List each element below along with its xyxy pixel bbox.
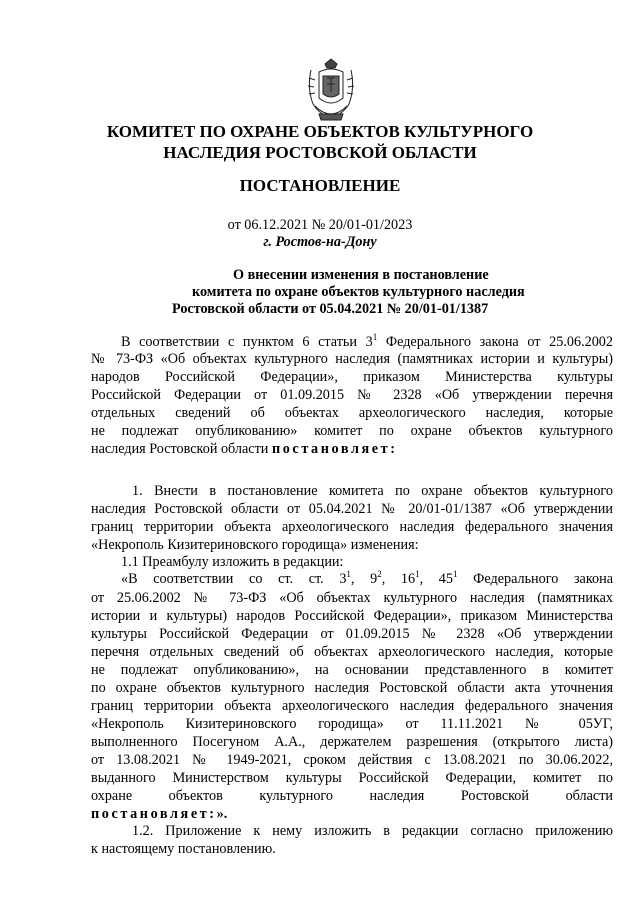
- quote-line: культуры Российской Федерации от 01.09.2015 № 2328 «Об утверждении: [91, 626, 613, 642]
- item12-line: к настоящему постановлению.: [91, 841, 276, 857]
- quote-line: постановляет:».: [91, 806, 228, 822]
- resolves-word: постановляет:: [271, 441, 398, 457]
- quote-line: по охране объектов культурного наследия Ростовской области акта уточнения: [91, 680, 613, 696]
- quote-line: от 25.06.2002 № 73-ФЗ «Об объектах культурного наследия (памятниках: [91, 590, 613, 606]
- item1-line: «Некрополь Кизитериновского городища» изменения:: [91, 537, 419, 553]
- preamble-line: № 73-ФЗ «Об объектах культурного наследия (памятниках истории и культуры): [91, 351, 613, 367]
- quote-line: «В соответствии со ст. ст. $3^1$, $9^2$, $16^1$, $45^1$ Федерального закона: [121, 569, 614, 587]
- quote-line: не подлежат опубликованию», на основании представленного в комитет: [91, 662, 613, 678]
- preamble-line: В соответствии с пунктом 6 статьи $3^1$ Федерального закона от 25.06.2002: [121, 332, 613, 350]
- quote-line: перечня отдельных сведений об объектах археологического наследия, которые: [91, 644, 613, 660]
- preamble-line: наследия Ростовской области постановляет:: [91, 441, 398, 457]
- item1-line: наследия Ростовской области от 05.04.2021 № 20/01-01/1387 «Об утверждении: [91, 501, 613, 517]
- document-date-number: от 06.12.2021 № 20/01-01/2023: [227, 217, 413, 233]
- quote-line: границ территории объекта археологического наследия федерального значения: [91, 698, 613, 714]
- quote-line: выданного Министерством культуры Российской Федерации, комитет по: [91, 770, 613, 786]
- preamble-line: отдельных сведений об объектах археологического наследия, которые: [91, 405, 613, 421]
- item1-line: 1. Внести в постановление комитета по охране объектов культурного: [132, 483, 613, 499]
- quote-line: «Некрополь Кизитериновского городища» от 11.11.2021 № 05УГ,: [91, 716, 613, 732]
- item12-line: 1.2. Приложение к нему изложить в редакции согласно приложению: [132, 823, 613, 839]
- item1-line: границ территории объекта археологического наследия федерального значения: [91, 519, 613, 535]
- quote-line: истории и культуры) народов Российской Федерации», приказом Министерства: [91, 608, 613, 624]
- subject-line1: О внесении изменения в постановление: [233, 267, 489, 283]
- quote-line: выполненного Посегуном А.А., держателем разрешения (открытого листа): [91, 734, 613, 750]
- item1-line: 1.1 Преамбулу изложить в редакции:: [121, 554, 344, 570]
- committee-name-line2: НАСЛЕДИЯ РОСТОВСКОЙ ОБЛАСТИ: [163, 143, 477, 162]
- preamble-line: не подлежат опубликованию» комитет по охране объектов культурного: [91, 423, 613, 439]
- quote-line: от 13.08.2021 № 1949-2021, сроком действия с 13.08.2021 по 30.06.2022,: [91, 752, 613, 768]
- subject-line3: Ростовской области от 05.04.2021 № 20/01-01/1387: [172, 301, 489, 317]
- coat-of-arms-icon: [305, 58, 357, 124]
- quote-line: охране объектов культурного наследия Ростовской области: [91, 788, 613, 804]
- document-type: ПОСТАНОВЛЕНИЕ: [239, 176, 401, 195]
- committee-name-line1: КОМИТЕТ ПО ОХРАНЕ ОБЪЕКТОВ КУЛЬТУРНОГО: [106, 122, 534, 141]
- resolves-word: постановляет:: [91, 806, 217, 822]
- document-city: г. Ростов-на-Дону: [263, 234, 377, 250]
- subject-line2: комитета по охране объектов культурного наследия: [192, 284, 525, 300]
- preamble-line: народов Российской Федерации», приказом Министерства культуры: [91, 369, 613, 385]
- preamble-line: Российской Федерации от 01.09.2015 № 2328 «Об утверждении перечня: [91, 387, 613, 403]
